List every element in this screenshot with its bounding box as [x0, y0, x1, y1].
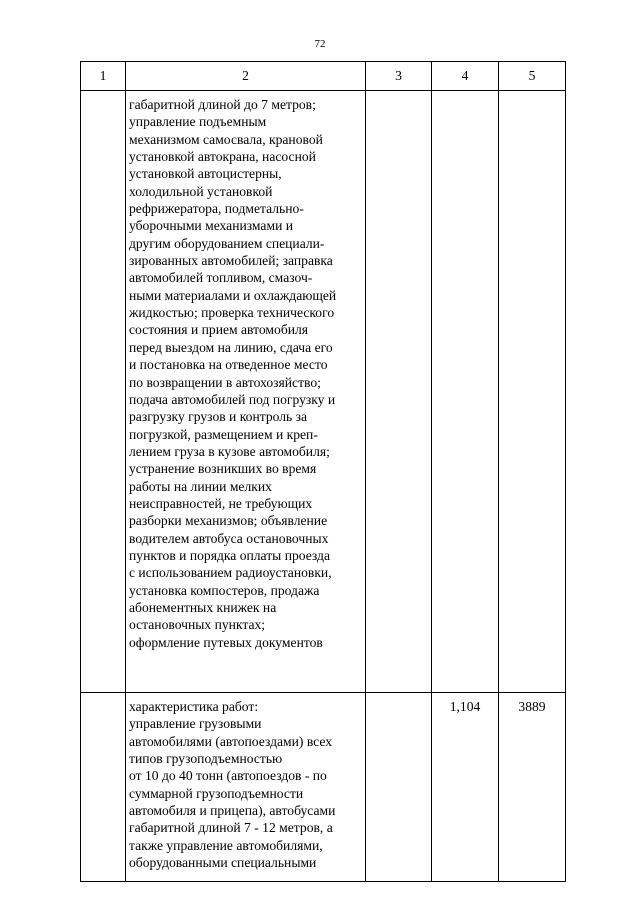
column-3-cell — [366, 693, 432, 882]
description-line: пунктов и порядка оплаты проезда — [129, 547, 331, 563]
column-3-cell — [366, 91, 432, 693]
header-cell-3: 3 — [366, 62, 432, 91]
description-line: перед выездом на линию, сдача его — [129, 339, 333, 355]
description-line: разгрузку грузов и контроль за — [129, 409, 308, 425]
description-line: устранение возникших во время — [129, 461, 317, 477]
description-line: лением груза в кузове автомобиля; — [129, 443, 330, 459]
page-number: 72 — [314, 38, 326, 50]
description-line: погрузкой, размещением и креп- — [129, 426, 318, 442]
coefficient-cell: 1,104 — [432, 693, 499, 882]
description-line: водителем автобуса остановочных — [129, 530, 329, 546]
description-line: подача автомобилей под погрузку и — [129, 391, 336, 407]
description-line: жидкостью; проверка технического — [129, 305, 335, 321]
description-line: установкой автоцистерны, — [129, 166, 282, 182]
amount-cell — [499, 91, 566, 693]
description-line: габаритной длиной 7 - 12 метров, а — [129, 820, 333, 836]
description-line: автомобилей топливом, смазоч- — [129, 270, 313, 286]
description-line: управление грузовыми — [129, 716, 262, 732]
description-line: уборочными механизмами и — [129, 218, 294, 234]
description-line: другим оборудованием специали- — [129, 235, 325, 251]
coefficient-cell — [432, 91, 499, 693]
header-cell-2: 2 — [126, 62, 366, 91]
table-row — [81, 693, 566, 882]
description-line: состояния и прием автомобиля — [129, 322, 309, 338]
description-line: остановочных пунктах; — [129, 617, 266, 633]
description-line: неисправностей, не требующих — [129, 495, 313, 511]
description-line: ными материалами и охлаждающей — [129, 287, 337, 303]
description-line: и постановка на отведенное место — [129, 357, 328, 373]
header-cell-5: 5 — [499, 62, 566, 91]
description-line: абонементных книжек на — [129, 599, 277, 615]
rates-table — [80, 61, 566, 882]
description-line: суммарной грузоподъемности — [129, 785, 304, 801]
description-line: типов грузоподъемностью — [129, 751, 283, 767]
description-line: автомобиля и прицепа), автобусами — [129, 803, 336, 819]
description-line: оформление путевых документов — [129, 634, 323, 650]
description-line: с использованием радиоустановки, — [129, 565, 332, 581]
description-line: установка компостеров, продажа — [129, 582, 320, 598]
row-number-cell — [81, 91, 126, 693]
description-line: также управление автомобилями, — [129, 837, 323, 853]
description-line: оборудованными специальными — [129, 855, 317, 871]
header-cell-4: 4 — [432, 62, 499, 91]
description-line: работы на линии мелких — [129, 478, 272, 494]
header-cell-1: 1 — [81, 62, 126, 91]
table-row — [81, 91, 566, 693]
work-description-cell — [126, 91, 366, 693]
description-line: от 10 до 40 тонн (автопоездов - по — [129, 768, 327, 784]
description-line: зированных автомобилей; заправка — [129, 253, 333, 269]
work-description-cell — [126, 693, 366, 882]
description-line: установкой автокрана, насосной — [129, 149, 316, 165]
amount-cell: 3889 — [499, 693, 566, 882]
description-line: рефрижератора, подметально- — [129, 201, 304, 217]
description-line: холодильной установкой — [129, 183, 273, 199]
description-line: разборки механизмов; объявление — [129, 513, 328, 529]
description-line: управление подъемным — [129, 114, 267, 130]
row-number-cell — [81, 693, 126, 882]
description-line: габаритной длиной до 7 метров; — [129, 97, 316, 112]
table-header-row — [81, 62, 566, 91]
description-line: автомобилями (автопоездами) всех — [129, 733, 333, 749]
description-line: характеристика работ: — [129, 699, 259, 714]
description-line: по возвращении в автохозяйство; — [129, 374, 321, 390]
description-line: механизмом самосвала, крановой — [129, 131, 323, 147]
